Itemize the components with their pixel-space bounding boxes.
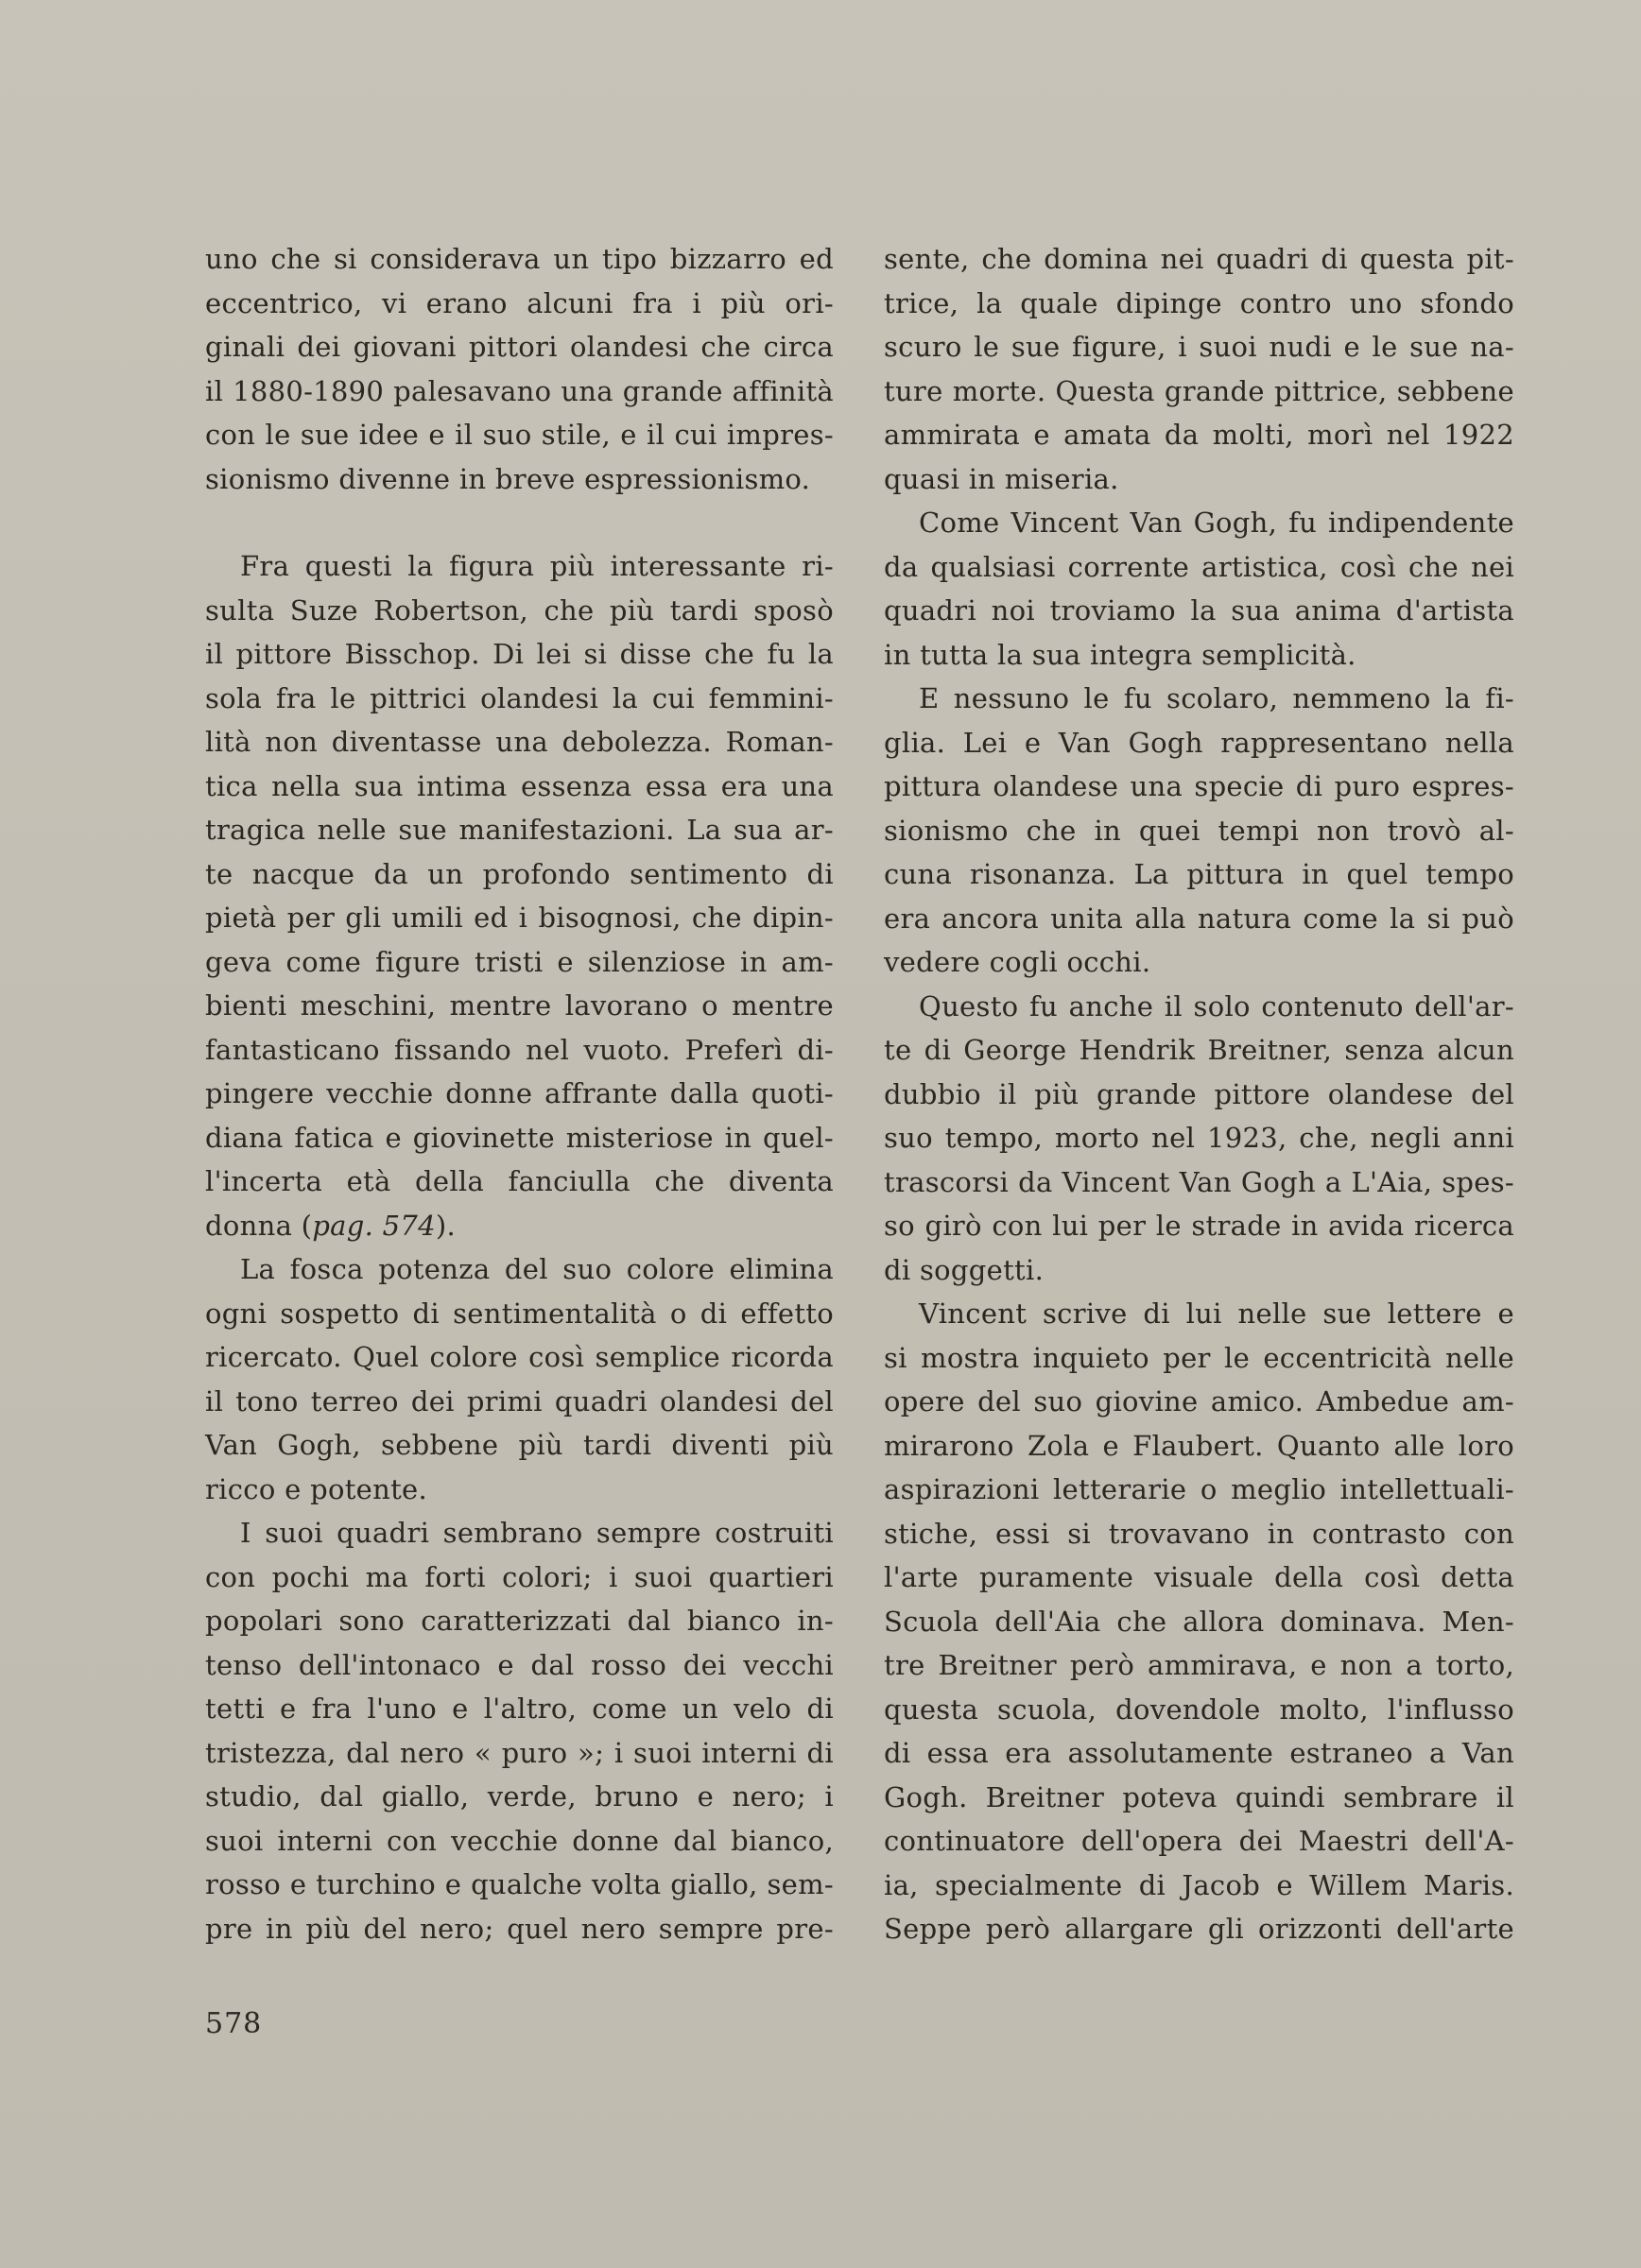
text-line: con pochi ma forti colori; i suoi quartieri [205,1560,834,1593]
text-line: sulta Suze Robertson, che più tardi sposò [205,593,834,627]
text-line: Van Gogh, sebbene più tardi diventi più [205,1429,834,1461]
text-line: era ancora unita alla natura come la si può [884,902,1514,935]
text-line: cuna risonanza. La pittura in quel tempo [884,858,1514,890]
text-line: Fra questi la figura più interessante ri- [240,550,834,582]
text-line: Come Vincent Van Gogh, fu indipendente [919,507,1514,539]
text-line: rosso e turchino e qualche volta giallo, sem- [205,1868,834,1900]
text-line: suo tempo, morto nel 1923, che, negli anni [884,1122,1514,1154]
text-line: E nessuno le fu scolaro, nemmeno la fi- [919,682,1514,714]
text-line: di essa era assolutamente estraneo a Van [884,1737,1514,1769]
text-line: di soggetti. [884,1253,1045,1286]
text-line: popolari sono caratterizzati dal bianco in- [205,1605,834,1637]
text-line: l'incerta età della fanciulla che diventa [205,1165,834,1197]
text-line: bienti meschini, mentre lavorano o mentre [205,989,834,1022]
text-line: si mostra inquieto per le eccentricità nelle [884,1341,1514,1374]
section-gap [205,501,834,544]
text-line: so girò con lui per le strade in avida ricerca [884,1210,1514,1242]
text-line: dubbio il più grande pittore olandese del [884,1077,1514,1110]
text-line: lità non diventasse una debolezza. Roman- [205,726,834,758]
paragraph [205,1247,834,1511]
paragraph [884,985,1514,1293]
paragraph [205,1511,834,1950]
text-line: Seppe però allargare gli orizzonti dell'arte [884,1913,1514,1945]
text-line: continuatore dell'opera dei Maestri dell'A- [884,1825,1514,1857]
text-line: fantasticano fissando nel vuoto. Preferì di- [205,1033,834,1066]
text-fragment: donna ( [205,1209,313,1242]
text-line: sola fra le pittrici olandesi la cui femmini- [205,681,834,714]
text-line: uno che si considerava un tipo bizzarro ed [205,243,834,275]
text-line: opere del suo giovine amico. Ambedue am- [884,1385,1514,1418]
text-line: tragica nelle sue manifestazioni. La sua ar- [205,814,834,846]
text-line: studio, dal giallo, verde, bruno e nero; i [205,1780,834,1813]
text-line: geva come figure tristi e silenziose in am- [205,945,834,978]
text-line: pietà per gli umili ed i bisognosi, che dipin- [205,902,834,934]
text-line: aspirazioni letterarie o meglio intellettuali- [884,1473,1514,1505]
text-line: tre Breitner però ammirava, e non a torto, [884,1649,1514,1681]
text-line: ginali dei giovani pittori olandesi che circa [205,331,834,363]
text-line: sente, che domina nei quadri di questa pit- [884,243,1514,275]
text-line: Scuola dell'Aia che allora dominava. Men- [884,1605,1514,1638]
paragraph [884,501,1514,677]
paragraph [884,1292,1514,1951]
text-line: tristezza, dal nero « puro »; i suoi interni di [205,1736,834,1769]
text-line [205,1204,834,1248]
text-line: il pittore Bisschop. Di lei si disse che fu la [205,638,834,670]
text-line: vedere cogli occhi. [884,946,1151,978]
text-line: eccentrico, vi erano alcuni fra i più ori- [205,286,834,319]
text-fragment: ). [435,1209,457,1242]
text-line: tenso dell'intonaco e dal rosso dei vecchi [205,1648,834,1681]
paragraph [884,237,1514,501]
left-column [205,237,834,1950]
paragraph [205,544,834,1247]
text-line: pre in più del nero; quel nero sempre pre- [205,1912,834,1945]
text-line: Questo fu anche il solo contenuto dell'ar- [919,989,1514,1022]
text-line: ture morte. Questa grande pittrice, sebbene [884,374,1514,407]
text-line: diana fatica e giovinette misteriose in quel- [205,1121,834,1154]
text-line: ammirata e amata da molti, morì nel 1922 [884,419,1514,451]
text-line: il 1880-1890 palesavano una grande affinità [205,374,834,407]
text-line: in tutta la sua integra semplicità. [884,638,1356,671]
text-line: mirarono Zola e Flaubert. Quanto alle loro [884,1429,1514,1462]
text-line: trice, la quale dipinge contro uno sfondo [884,286,1514,319]
text-line: con le sue idee e il suo stile, e il cui impres- [205,419,834,451]
text-line: ia, specialmente di Jacob e Willem Maris. [884,1868,1514,1901]
right-column [884,237,1514,1951]
text-line: scuro le sue figure, i suoi nudi e le sue na- [884,331,1514,363]
text-line: pittura olandese una specie di puro espres- [884,770,1514,802]
text-line: tetti e fra l'uno e l'altro, come un velo di [205,1692,834,1725]
text-line: il tono terreo dei primi quadri olandesi del [205,1384,834,1418]
text-line: ogni sospetto di sentimentalità o di effetto [205,1297,834,1330]
page-number: 578 [205,2007,263,2040]
text-line: Gogh. Breitner poteva quindi sembrare il [884,1780,1514,1813]
text-line: l'arte puramente visuale della così detta [884,1561,1514,1593]
page-reference: pag. 574 [312,1209,436,1242]
text-line: ricco e potente. [205,1472,428,1505]
text-line: I suoi quadri sembrano sempre costruiti [240,1517,834,1549]
text-line: La fosca potenza del suo colore elimina [240,1253,834,1285]
text-line: stiche, essi si trovavano in contrasto con [884,1517,1514,1550]
text-line: sionismo divenne in breve espressionismo. [205,462,811,495]
paragraph [205,237,834,501]
text-line: te nacque da un profondo sentimento di [205,857,834,890]
text-line: Vincent scrive di lui nelle sue lettere e [919,1297,1514,1330]
text-line: questa scuola, dovendole molto, l'influsso [884,1692,1514,1726]
text-line: tica nella sua intima essenza essa era una [205,769,834,802]
text-line: suoi interni con vecchie donne dal bianco, [205,1824,834,1857]
text-line: sionismo che in quei tempi non trovò al- [884,814,1514,847]
text-line: quadri noi troviamo la sua anima d'artista [884,594,1514,627]
text-line: te di George Hendrik Breitner, senza alcun [884,1034,1514,1066]
text-line: ricercato. Quel colore così semplice ricorda [205,1341,834,1373]
text-line: pingere vecchie donne affrante dalla quoti- [205,1077,834,1109]
text-line: glia. Lei e Van Gogh rappresentano nella [884,726,1514,759]
text-line: da qualsiasi corrente artistica, così che nei [884,550,1514,583]
text-line: quasi in miseria. [884,462,1119,495]
paragraph [884,677,1514,985]
text-line: trascorsi da Vincent Van Gogh a L'Aia, spes- [884,1165,1514,1198]
